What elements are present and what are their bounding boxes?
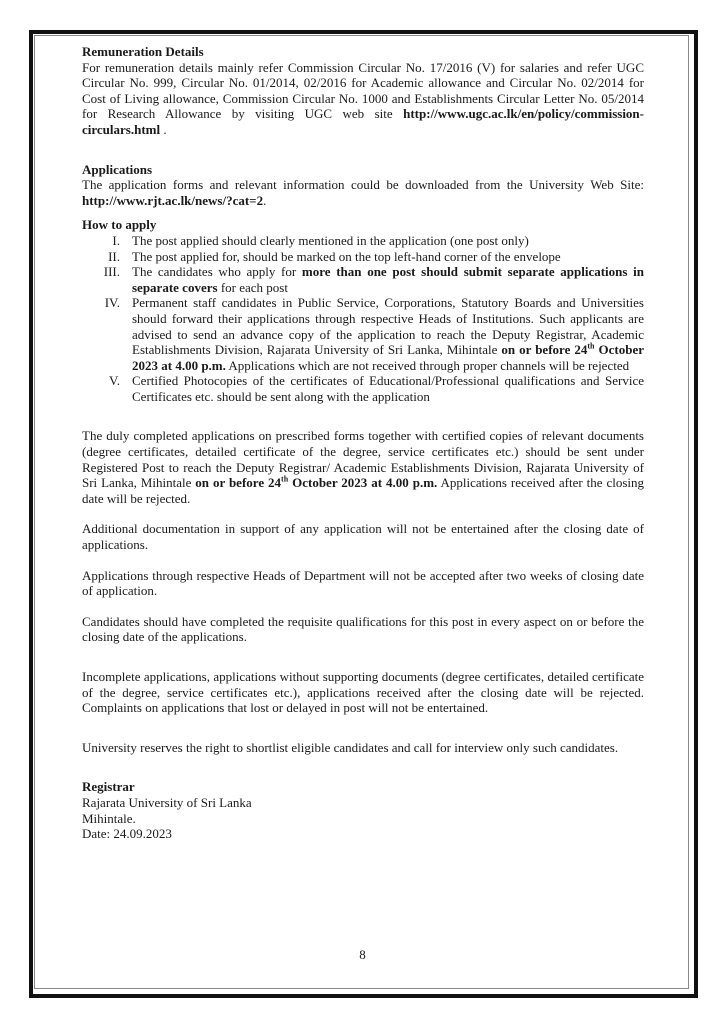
shortlist-paragraph: University reserves the right to shortlist eligible candidates and call for interview only such candidates. — [82, 739, 619, 755]
list-item — [82, 264, 644, 295]
list-item — [82, 373, 644, 404]
how-to-apply-section — [82, 217, 644, 404]
text-segment: October 2023 at 4.00 p.m. — [132, 342, 644, 373]
text-segment: The candidates who apply for — [132, 264, 302, 280]
list-item-text: The post applied should clearly mentioned in the application (one post only) — [132, 232, 529, 248]
ordinal-suffix: th — [281, 474, 289, 484]
applications-heading: Applications — [82, 161, 153, 177]
signature-block — [82, 779, 644, 841]
signatory-title: Registrar — [82, 779, 135, 795]
applications-text — [82, 177, 644, 208]
additional-docs-paragraph: Additional documentation in support of any application will not be entertained after the closing date of applications. — [82, 521, 644, 553]
text-segment: on or before 24 — [501, 342, 588, 358]
list-item-text — [132, 295, 644, 372]
remuneration-heading: Remuneration Details — [82, 44, 204, 59]
remuneration-text — [82, 60, 644, 138]
qualifications-paragraph: Candidates should have completed the requisite qualifications for this post in every aspect on or before the closing date of the applications. — [82, 613, 644, 645]
signature-date: Date: 24.09.2023 — [82, 826, 172, 842]
page-number: 8 — [359, 947, 366, 962]
text-segment: on or before 24 — [195, 475, 282, 491]
text-segment: October 2023 at 4.00 p.m. — [288, 475, 438, 491]
applications-end: . — [263, 192, 267, 208]
remuneration-end: . — [160, 121, 167, 137]
submission-paragraph — [82, 428, 644, 506]
list-numeral: I. — [112, 232, 120, 248]
deadline-emphasis — [195, 475, 437, 490]
list-item-text: Certified Photocopies of the certificates of Educational/Professional qualifications and Service Certificates etc. should be sent along with the application — [132, 373, 644, 404]
remuneration-body: For remuneration details mainly refer Commission Circular No. 17/2016 (V) for salaries and refer UGC Circular No. 999, Circular No. 01/2014, 02/2016 for Academic allowance and Circular No. 02/2014 for Cost of Living allowance, Commission Circular No. 1000 and Establishments Circular Letter No. 05/2014 for Research Allowance by visiting UGC web site — [82, 59, 644, 122]
list-item-text: The post applied for, should be marked on the top left-hand corner of the envelope — [132, 248, 561, 264]
ordinal-suffix: th — [587, 341, 595, 351]
ugc-link[interactable]: http://www.ugc.ac.lk/en/policy/commission-circulars.html — [82, 106, 644, 137]
rjt-link[interactable]: http://www.rjt.ac.lk/news/?cat=2 — [82, 192, 264, 208]
list-numeral: II. — [108, 248, 120, 264]
list-item — [82, 249, 644, 265]
signatory-location: Mihintale. — [82, 810, 136, 826]
how-to-apply-list — [82, 233, 644, 405]
bold-emphasis: more than one post should submit separate applications in separate covers — [132, 264, 644, 295]
applications-body: The application forms and relevant information could be downloaded from the University Web Site: — [82, 177, 644, 193]
list-numeral: III. — [103, 264, 120, 280]
heads-of-department-paragraph: Applications through respective Heads of Department will not be accepted after two weeks of closing date of application. — [82, 567, 644, 599]
list-numeral: IV. — [104, 295, 120, 311]
how-to-apply-heading: How to apply — [82, 217, 157, 233]
text-segment: Permanent staff candidates in Public Service, Corporations, Statutory Boards and Universities should forward their applications through respective Heads of Institutions. Such applicants are advised to send an advance copy of the application to reach the Deputy Registrar, Academic Establishments Division, Rajarata University of Sri Lanka, Mihintale — [132, 295, 644, 358]
remuneration-section — [82, 44, 644, 138]
list-item — [82, 233, 644, 249]
text-segment: The duly completed applications on prescribed forms together with certified copies of relevant documents (degree certificates, detailed certificate of the degree, service certificates etc.) should be sent under Registered Post to reach the Deputy Registrar/ Academic Establishments Division, Rajarata University of Sri Lanka, Mihintale — [82, 428, 644, 491]
incomplete-applications-paragraph: Incomplete applications, applications without supporting documents (degree certificates, detailed certificate of the degree, service certificates etc.), applications received after the closing date will be rejected. Complaints on applications that lost or delayed in post will not be entertained. — [82, 669, 644, 716]
text-segment: for each post — [217, 279, 288, 295]
text-segment: Applications which are not received through proper channels will be rejected — [225, 357, 630, 373]
document-body — [82, 44, 644, 842]
list-numeral: V. — [109, 373, 120, 389]
signatory-institution: Rajarata University of Sri Lanka — [82, 794, 252, 810]
list-item — [82, 295, 644, 373]
text-segment: Applications received after the closing date will be rejected. — [82, 475, 645, 506]
list-item-text — [132, 264, 644, 295]
applications-section — [82, 162, 644, 209]
